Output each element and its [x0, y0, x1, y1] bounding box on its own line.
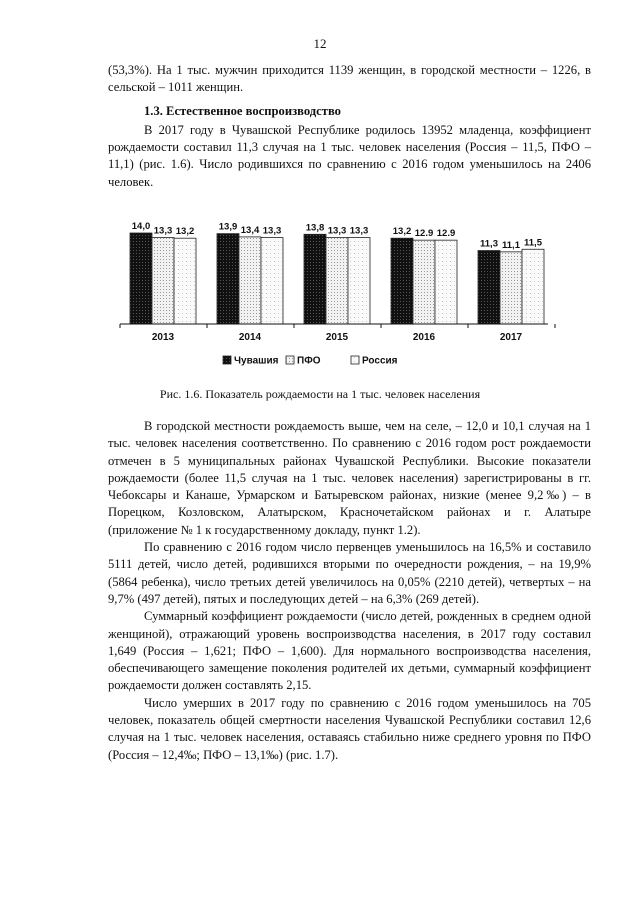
value-label: 13,4 [240, 224, 260, 236]
value-label: 13,3 [262, 225, 282, 237]
bar-Россия-2017 [522, 249, 544, 324]
value-label: 13,3 [327, 225, 347, 237]
value-label: 11,1 [502, 239, 520, 251]
x-tick-label: 2017 [499, 332, 523, 343]
x-ticks-layer [120, 324, 555, 343]
chart-legend [223, 356, 398, 367]
x-tick-label: 2016 [412, 332, 436, 343]
bar-ПФО-2017 [500, 252, 522, 324]
value-label: 13,2 [392, 226, 412, 238]
bar-ПФО-2015 [326, 238, 348, 324]
bar-Чувашия-2017 [478, 251, 500, 324]
top-text-block [108, 62, 591, 191]
bar-Россия-2016 [435, 240, 457, 324]
bar-Россия-2015 [348, 238, 370, 324]
legend-swatch [223, 356, 231, 364]
value-label: 13,9 [218, 221, 238, 233]
x-tick-label: 2015 [325, 332, 349, 343]
intro-paragraph: В 2017 году в Чувашской Республике родилось 13952 младенца, коэффициент рождаемости составил 11,3 случая на 1 тыс. человек населения (Россия – 11,5, ПФО – 11,1) (рис. 1.6). Число родившихся по сравнению с 2016 годом уменьшилось на 2406 человек. [108, 122, 591, 189]
section-heading: 1.3. Естественное воспроизводство [144, 103, 341, 118]
bar-ПФО-2013 [152, 238, 174, 324]
value-label: 13,2 [175, 226, 195, 238]
bar-ПФО-2014 [239, 237, 261, 324]
bar-ПФО-2016 [413, 240, 435, 324]
body-paragraph: Число умерших в 2017 году по сравнению с 2016 годом уменьшилось на 705 человек, показатель общей смертности населения Чувашской Республики составил 12,6 случая на 1 тыс. человек населения, оставаясь стабильно ниже среднего уровня по ПФО (Россия – 12,4‰; ПФО – 13,1‰) (рис. 1.7). [108, 695, 591, 762]
value-label: 13,8 [305, 222, 325, 234]
body-paragraph: По сравнению с 2016 годом число первенцев уменьшилось на 16,5% и составило 5111 детей, число детей, родившихся вторыми по очередности рождения, – на 19,9% (5864 ребенка), число третьих детей увеличилось на 0,05% (2210 детей), четвертых – на 9,7% (497 детей), пятых и последующих детей – на 6,3% (269 детей). [108, 540, 591, 606]
bar-Россия-2014 [261, 238, 283, 324]
value-label: 14,0 [131, 221, 151, 232]
bar-Чувашия-2014 [217, 234, 239, 324]
value-label: 12.9 [414, 228, 434, 240]
body-text-block [108, 418, 591, 764]
body-paragraph: В городской местности рождаемость выше, чем на селе, – 12,0 и 10,1 случая на 1 тыс. человек населения соответственно. По сравнению с 2016 годом рост рождаемости отмечен в 5 муниципальных районах Чувашской Республики. Высокие показатели рождаемости (более 11,5 случая на 1 тыс. человек населения) зарегистрированы в гг. Чебоксары и Канаше, Урмарском и Батыревском районах, низкие (менее 9,2‰) – в Порецком, Козловском, Алатырском, Красночетайском районах и г. Алатыре (приложение № 1 к государственному докладу, пункт 1.2). [108, 419, 591, 537]
bar-Чувашия-2016 [391, 238, 413, 324]
x-tick-label: 2013 [151, 332, 175, 343]
value-label: 13,3 [153, 225, 173, 237]
legend-label: Чувашия [234, 355, 279, 367]
bar-Россия-2013 [174, 238, 196, 324]
value-label: 11,3 [480, 238, 498, 250]
birth-rate-chart [108, 195, 558, 380]
value-label: 11,5 [524, 237, 542, 249]
bar-Чувашия-2015 [304, 234, 326, 324]
top-paragraph: (53,3%). На 1 тыс. мужчин приходится 1139 женщин, в городской местности – 1226, в сельской – 1011 женщин. [108, 63, 591, 95]
legend-label: Россия [362, 355, 398, 367]
bar-Чувашия-2013 [130, 233, 152, 324]
page-number: 12 [313, 36, 327, 51]
body-paragraph: Суммарный коэффициент рождаемости (число детей, рожденных в среднем одной женщиной), отражающий уровень воспроизводства населения, в 2017 году составил 1,649 (Россия – 1,621; ПФО – 1,600). Для нормального воспроизводства населения, обеспечивающего замещение поколения родителей их детьми, суммарный коэффициент рождаемости должен составлять 2,15. [108, 609, 591, 693]
legend-swatch [286, 356, 294, 364]
value-label: 12.9 [436, 228, 456, 240]
legend-swatch [351, 356, 359, 364]
x-tick-label: 2014 [238, 332, 262, 343]
figure-caption: Рис. 1.6. Показатель рождаемости на 1 тыс. человек населения [159, 387, 481, 401]
value-label: 13,3 [349, 225, 369, 237]
legend-label: ПФО [297, 355, 321, 367]
